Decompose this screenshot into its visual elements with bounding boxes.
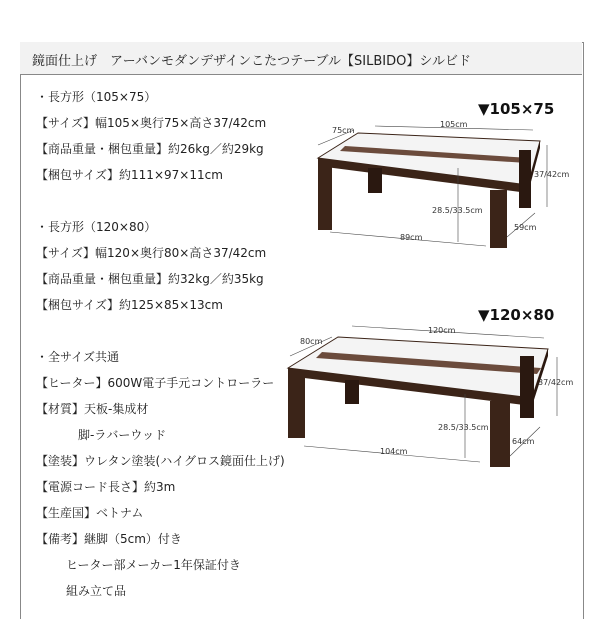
dim-inner-depth-120: 64cm bbox=[512, 437, 535, 446]
spec-heading-105: ・長方形（105×75） bbox=[36, 90, 157, 104]
spec-heading-common: ・全サイズ共通 bbox=[36, 350, 120, 364]
spec-finish: 【塗装】ウレタン塗装(ハイグロス鏡面仕上げ) bbox=[36, 454, 285, 468]
dim-depth-120: 80cm bbox=[300, 337, 323, 346]
dim-height-120: 37/42cm bbox=[538, 378, 574, 387]
size-badge-105: ▼105×75 bbox=[478, 100, 555, 118]
table-leg bbox=[345, 380, 359, 404]
table-leg bbox=[288, 376, 305, 438]
spec-size-120: 【サイズ】幅120×奥行80×高さ37/42cm bbox=[36, 246, 267, 260]
dim-under-height-120: 28.5/33.5cm bbox=[438, 423, 489, 432]
spec-heading-120: ・長方形（120×80） bbox=[36, 220, 157, 234]
dim-width-105: 105cm bbox=[440, 120, 468, 129]
spec-origin: 【生産国】ベトナム bbox=[36, 506, 144, 520]
spec-notes: 【備考】継脚（5cm）付き bbox=[36, 532, 182, 546]
dim-inner-width-120: 104cm bbox=[380, 447, 408, 456]
size-badge-120: ▼120×80 bbox=[478, 306, 555, 324]
table-leg bbox=[490, 401, 510, 467]
table-leg bbox=[520, 356, 534, 418]
spec-assembly: 組み立て品 bbox=[66, 584, 127, 598]
dim-inner-width-105: 89cm bbox=[400, 233, 423, 242]
spec-size-105: 【サイズ】幅105×奥行75×高さ37/42cm bbox=[36, 116, 267, 130]
spec-cord: 【電源コード長さ】約3m bbox=[36, 480, 176, 494]
dim-width-120: 120cm bbox=[428, 326, 456, 335]
spec-warranty: ヒーター部メーカー1年保証付き bbox=[66, 558, 241, 572]
spec-package-105: 【梱包サイズ】約111×97×11cm bbox=[36, 168, 223, 182]
spec-material: 【材質】天板-集成材 bbox=[36, 402, 149, 416]
spec-weight-120: 【商品重量・梱包重量】約32kg／約35kg bbox=[36, 272, 264, 286]
spec-weight-105: 【商品重量・梱包重量】約26kg／約29kg bbox=[36, 142, 264, 156]
dim-under-height-105: 28.5/33.5cm bbox=[432, 206, 483, 215]
page-title: 鏡面仕上げ アーバンモダンデザインこたつテーブル【SILBIDO】シルビド bbox=[32, 54, 472, 69]
dim-inner-depth-105: 59cm bbox=[514, 223, 537, 232]
spec-material-legs: 脚-ラバーウッド bbox=[78, 428, 167, 442]
spec-heater: 【ヒーター】600W電子手元コントローラー bbox=[36, 376, 275, 390]
dim-height-105: 37/42cm bbox=[534, 170, 570, 179]
dim-depth-105: 75cm bbox=[332, 126, 355, 135]
spec-package-120: 【梱包サイズ】約125×85×13cm bbox=[36, 298, 223, 312]
